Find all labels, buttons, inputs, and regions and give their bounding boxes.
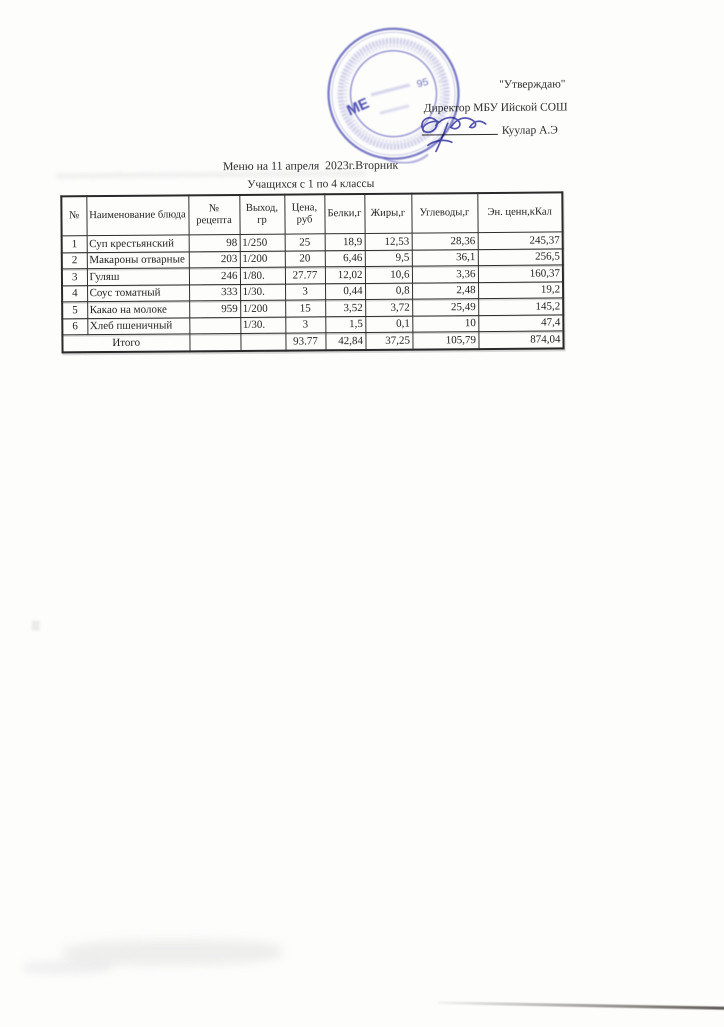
table-cell: 28,36 xyxy=(412,233,478,250)
table-cell: 333 xyxy=(189,284,240,301)
table-cell: 20 xyxy=(285,250,325,267)
column-header: Выход, гр xyxy=(239,195,284,235)
table-cell: Гуляш xyxy=(87,268,189,285)
table-cell: 160,37 xyxy=(478,265,563,282)
table-cell: 0,1 xyxy=(365,316,412,333)
table-cell: 3 xyxy=(285,316,325,333)
column-header: Белки,г xyxy=(324,194,364,234)
table-cell: 25,49 xyxy=(412,299,478,316)
table-cell: 10 xyxy=(412,315,478,332)
table-cell: 2 xyxy=(62,252,87,269)
table-cell: 6 xyxy=(62,318,87,335)
table-cell: 6,46 xyxy=(325,250,365,267)
table-cell: 5 xyxy=(62,302,87,319)
document-title: Меню на 11 апреля 2023г.Вторник xyxy=(222,157,399,174)
table-cell: 98 xyxy=(189,234,240,251)
signer-name: Куулар А.Э xyxy=(501,124,558,138)
table-cell xyxy=(189,317,240,334)
table-cell: 18,9 xyxy=(325,233,365,250)
table-cell: 1,5 xyxy=(325,316,365,333)
stamp-center-right-text: 95 xyxy=(415,75,430,91)
table-cell: 105,79 xyxy=(412,332,478,350)
signature-icon xyxy=(414,111,492,156)
column-header: Цена, руб xyxy=(284,194,324,234)
table-cell: 246 xyxy=(189,267,240,284)
table-cell: 1/30. xyxy=(240,284,285,301)
column-header: Жиры,г xyxy=(364,194,411,234)
table-cell: 27.77 xyxy=(285,267,325,284)
table-cell: 203 xyxy=(189,251,240,268)
table-cell: 9,5 xyxy=(365,250,412,267)
table-cell: 874,04 xyxy=(478,331,563,349)
table-cell: 0,8 xyxy=(365,283,412,300)
column-header: Наименование блюда xyxy=(86,195,188,235)
table-cell: 245,37 xyxy=(478,232,563,249)
table-cell: 4 xyxy=(62,285,87,302)
table-cell: 0,44 xyxy=(325,283,365,300)
table-cell: 15 xyxy=(285,300,325,317)
table-cell: 25 xyxy=(285,234,325,251)
menu-table-wrap xyxy=(60,191,564,352)
table-cell: 93.77 xyxy=(285,333,325,350)
menu-table-head-row xyxy=(61,192,562,235)
table-cell: 1/30. xyxy=(240,317,285,334)
table-cell: 1/250 xyxy=(240,234,285,251)
approval-block xyxy=(415,75,568,143)
table-cell: 12,53 xyxy=(365,233,412,250)
table-cell: 3,72 xyxy=(365,299,412,316)
table-total-row xyxy=(62,331,563,352)
table-cell: 47,4 xyxy=(478,314,563,331)
document-subtitle: Учащихся с 1 по 4 классы xyxy=(247,177,375,191)
table-cell: 1/80. xyxy=(240,267,285,284)
scan-artifact xyxy=(32,621,40,631)
column-header: № xyxy=(61,196,86,236)
table-cell xyxy=(240,333,285,350)
column-header: № рецепта xyxy=(188,195,239,235)
table-cell: Хлеб пшеничный xyxy=(87,317,189,334)
director-title: Директор МБУ Ийской СОШ xyxy=(423,101,568,115)
table-cell: Макароны отварные xyxy=(87,251,189,268)
table-cell: 12,02 xyxy=(325,266,365,283)
stamp-center-left-text: МЕ xyxy=(344,94,372,120)
table-cell xyxy=(189,333,240,350)
table-cell: 1/200 xyxy=(240,251,285,268)
table-cell: 2,48 xyxy=(412,282,478,299)
table-cell: 3 xyxy=(285,283,325,300)
column-header: Углеводы,г xyxy=(411,193,477,233)
table-cell: 3,52 xyxy=(325,299,365,316)
table-cell: 10,6 xyxy=(365,266,412,283)
table-cell: 36,1 xyxy=(412,249,478,266)
table-cell: 37,25 xyxy=(365,332,412,349)
menu-table-body xyxy=(62,232,564,352)
table-cell: 19,2 xyxy=(478,281,563,298)
table-cell: Соус томатный xyxy=(87,284,189,301)
column-header: Эн. ценн,кКал xyxy=(477,192,562,232)
table-cell: 1/200 xyxy=(240,300,285,317)
table-cell: 3 xyxy=(62,269,87,286)
table-cell: 3,36 xyxy=(412,266,478,283)
table-cell: Какао на молоке xyxy=(87,301,189,318)
total-label-cell: Итого xyxy=(62,334,189,352)
scan-artifact xyxy=(22,960,112,975)
table-cell: 959 xyxy=(189,300,240,317)
table-cell: 145,2 xyxy=(478,298,563,315)
table-cell: 256,5 xyxy=(478,248,563,265)
table-cell: Суп крестьянский xyxy=(87,235,189,252)
scan-artifact xyxy=(62,939,282,967)
menu-table xyxy=(60,191,564,352)
signature-row xyxy=(416,117,568,144)
table-cell: 1 xyxy=(62,236,87,253)
table-cell: 42,84 xyxy=(325,332,365,349)
approve-label: "Утверждаю" xyxy=(499,78,566,91)
